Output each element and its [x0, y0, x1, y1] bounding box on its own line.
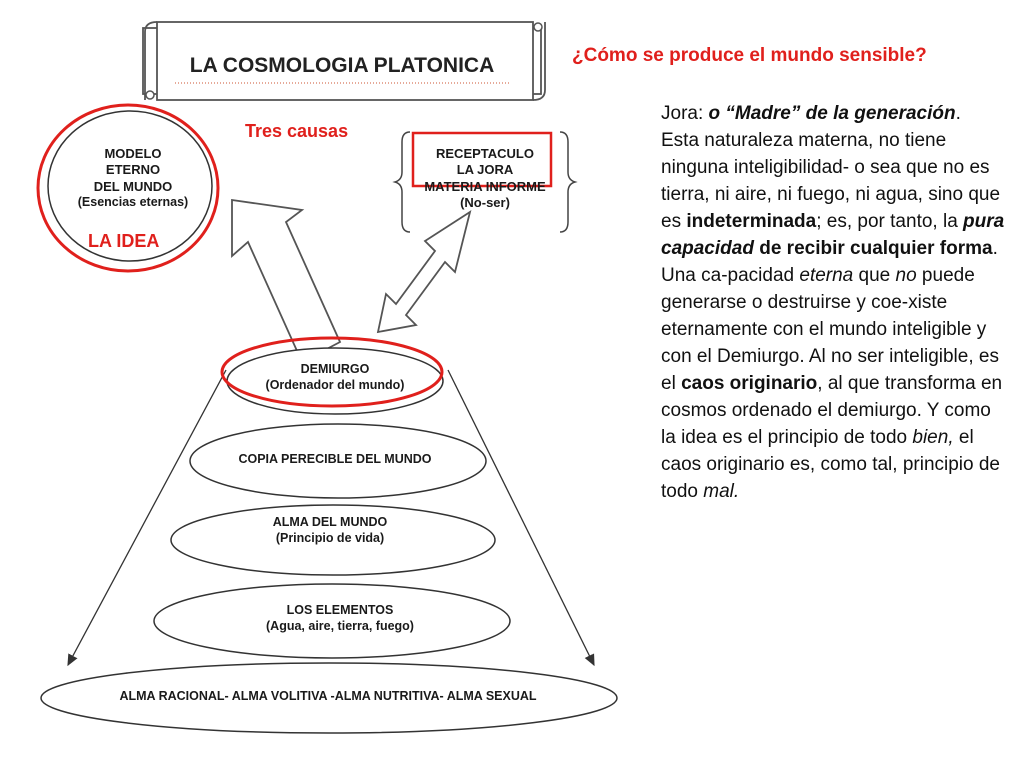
alma-base-text: ALMA RACIONAL- ALMA VOLITIVA -ALMA NUTRITIVA- ALMA SEXUAL: [119, 689, 537, 703]
copia-text: COPIA PERECIBLE DEL MUNDO: [238, 452, 432, 466]
la-idea-label: LA IDEA: [88, 231, 160, 251]
elementos-text: LOS ELEMENTOS (Agua, aire, tierra, fuego): [266, 603, 414, 633]
jora-paragraph: Jora: o “Madre” de la generación.: [661, 103, 961, 124]
tres-causas-label: Tres causas: [245, 121, 349, 141]
question-heading: ¿Cómo se produce el mundo sensible?: [572, 45, 927, 66]
alma-mundo-text: ALMA DEL MUNDO (Principio de vida): [272, 515, 388, 545]
explanation-text: [661, 100, 1006, 505]
modelo-text: MODELO ETERNO DEL MUNDO (Esencias eternas): [77, 146, 189, 209]
diagram-title: LA COSMOLOGIA PLATONICA: [189, 54, 495, 77]
jora-description: Esta naturaleza materna, no tiene ninguna inteligibilidad- o sea que no es tierra, ni aire, ni fuego, ni agua, sino que es indeterminada; es, por tanto, la pura capacidad de recibir cualquier forma. Una ca-pacidad eterna que no puede generarse o destruirse y coe-xiste eternamente con el mundo inteligible y con el Demiurgo. Al no ser inteligible, es el caos originario, al que transforma en cosmos ordenado el demiurgo. Y como la idea es el principio de todo bien, el caos originario es, como tal, principio de todo mal.: [661, 130, 1005, 502]
double-arrow-receptaculo: [378, 212, 470, 332]
receptaculo-text: RECEPTACULO LA JORA MATERIA INFORME (No-ser): [424, 146, 546, 210]
demiurgo-text: DEMIURGO (Ordenador del mundo): [265, 362, 405, 392]
